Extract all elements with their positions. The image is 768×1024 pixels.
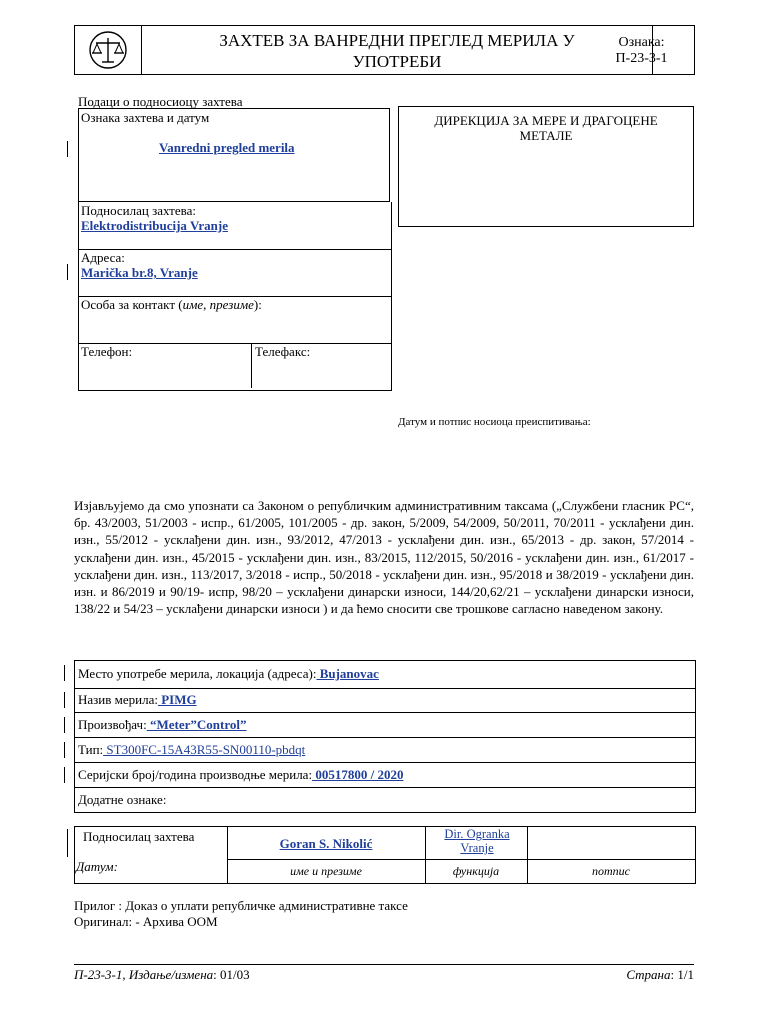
change-bar xyxy=(64,767,65,783)
phone-fax-row xyxy=(78,343,392,391)
meter-manufacturer-label: Произвођач: xyxy=(78,717,147,732)
change-bar xyxy=(64,692,65,708)
sig-date-label: Датум: xyxy=(76,859,118,874)
title-line-2: УПОТРЕБИ xyxy=(352,52,442,71)
code-label: Ознака: xyxy=(618,35,665,50)
meter-serial-label: Серијски број/година производње мерила: xyxy=(78,767,313,782)
cell-divider xyxy=(251,343,252,388)
request-value[interactable]: Vanredni pregled merila xyxy=(159,140,295,155)
submitter-label: Подносилац захтева: xyxy=(81,203,196,218)
meter-type-value[interactable]: ST300FC-15A43R55-SN00110-pbdqt xyxy=(103,742,306,757)
contact-cell xyxy=(78,296,392,344)
sig-submitter-label: Подносилац захтева xyxy=(83,829,195,844)
meter-name-value[interactable]: PIMG xyxy=(157,692,197,707)
row-divider xyxy=(227,859,695,860)
attachment-line-2: Оригинал: - Архива ООМ xyxy=(74,914,218,929)
meter-location-value[interactable]: Bujanovac xyxy=(316,666,379,681)
address-cell xyxy=(78,249,392,297)
sig-signature-caption: потпис xyxy=(592,864,630,878)
fax-label: Телефакс: xyxy=(255,344,311,359)
scales-logo-icon xyxy=(75,26,142,74)
change-bar xyxy=(67,264,68,280)
meter-type-label: Тип: xyxy=(78,742,104,757)
meter-name-label: Назив мерила: xyxy=(78,692,158,707)
directorate-line-2: МЕТАЛЕ xyxy=(519,128,573,143)
footer-doc-code: П-23-3-1, Издање/измена: 01/03 xyxy=(74,967,250,982)
meter-type-row xyxy=(74,737,696,763)
meter-serial-value[interactable]: 00517800 / 2020 xyxy=(312,767,404,782)
change-bar xyxy=(64,717,65,733)
applicant-section-title: Подаци о подносиоцу захтева xyxy=(78,94,243,109)
change-bar xyxy=(67,141,68,157)
footer-page: Страна: 1/1 xyxy=(626,967,694,982)
directorate-line-1: ДИРЕКЦИЈА ЗА МЕРЕ И ДРАГОЦЕНЕ xyxy=(434,113,658,128)
submitter-cell xyxy=(78,202,392,250)
submitter-value[interactable]: Elektrodistribucija Vranje xyxy=(81,218,228,233)
meter-location-row xyxy=(74,660,696,689)
footer-rule xyxy=(74,964,694,965)
change-bar xyxy=(64,665,65,681)
phone-label: Телефон: xyxy=(81,344,133,359)
contact-label: Особа за контакт (име, презиме): xyxy=(81,297,262,312)
sig-name-caption: име и презиме xyxy=(290,864,362,878)
declaration-paragraph: Изјављујемо да смо упознати са Законом о републичким административним таксама („Службени гласник РС“, бр. 43/2003, 51/2003 - испр., 61/2005, 101/2005 - др. закон, 5/2009, 54/2009, 50/2011, 70/2011 - усклађени дин. изн., 55/2012 - усклађени дин. изн., 93/2012, 47/2013 - усклађени дин. изн., 65/2013 - др. закон, 57/2014 - усклађени дин. изн., 45/2015 - усклађени дин. изн., 83/2015, 112/2015, 50/2016 - усклађени дин. изн., 61/2017 - усклађени дин. изн., 113/2017, 3/2018 - испр., 50/2018 - усклађени дин. изн., 95/2018 и 38/2019 - усклађени дин. изн. и 86/2019 и 90/19- испр, 98/20 – усклађени динарски износи, 144/20,62/21 – усклађени динарски износи, 138/22 и 54/23 – усклађени динарски износи ) и да ћемо сносити све трошкове сагласно наведеном закону. xyxy=(74,498,694,617)
document-title xyxy=(142,26,653,74)
directorate-box xyxy=(398,106,694,227)
request-label: Ознака захтева и датум xyxy=(81,110,210,125)
document-header xyxy=(74,25,695,75)
meter-extra-row xyxy=(74,787,696,813)
meter-location-label: Место употребе мерила, локација (адреса): xyxy=(78,666,317,681)
meter-name-row xyxy=(74,687,696,713)
signature-table xyxy=(74,826,696,884)
code-value: П-23-3-1 xyxy=(615,51,668,66)
change-bar xyxy=(64,742,65,758)
sig-function-caption: функција xyxy=(452,864,500,878)
request-cell xyxy=(78,108,390,202)
meter-manufacturer-row xyxy=(74,712,696,738)
logo-cell xyxy=(75,26,142,74)
attachment-line-1: Прилог : Доказ о уплати републичке административне таксе xyxy=(74,898,408,913)
sig-function-value[interactable]: Dir. Ogranka Vranje xyxy=(444,827,510,855)
sig-name-value[interactable]: Goran S. Nikolić xyxy=(279,836,373,851)
examinee-signature-label: Датум и потпис носиоца преиспитивања: xyxy=(398,416,591,428)
meter-extra-label: Додатне ознаке: xyxy=(78,792,167,807)
meter-manufacturer-value[interactable]: “Meter”Control” xyxy=(146,717,247,732)
address-label: Адреса: xyxy=(81,250,125,265)
address-value[interactable]: Marička br.8, Vranje xyxy=(81,265,198,280)
meter-serial-row xyxy=(74,762,696,788)
title-line-1: ЗАХТЕВ ЗА ВАНРЕДНИ ПРЕГЛЕД МЕРИЛА У xyxy=(219,31,575,50)
change-bar xyxy=(67,829,68,857)
